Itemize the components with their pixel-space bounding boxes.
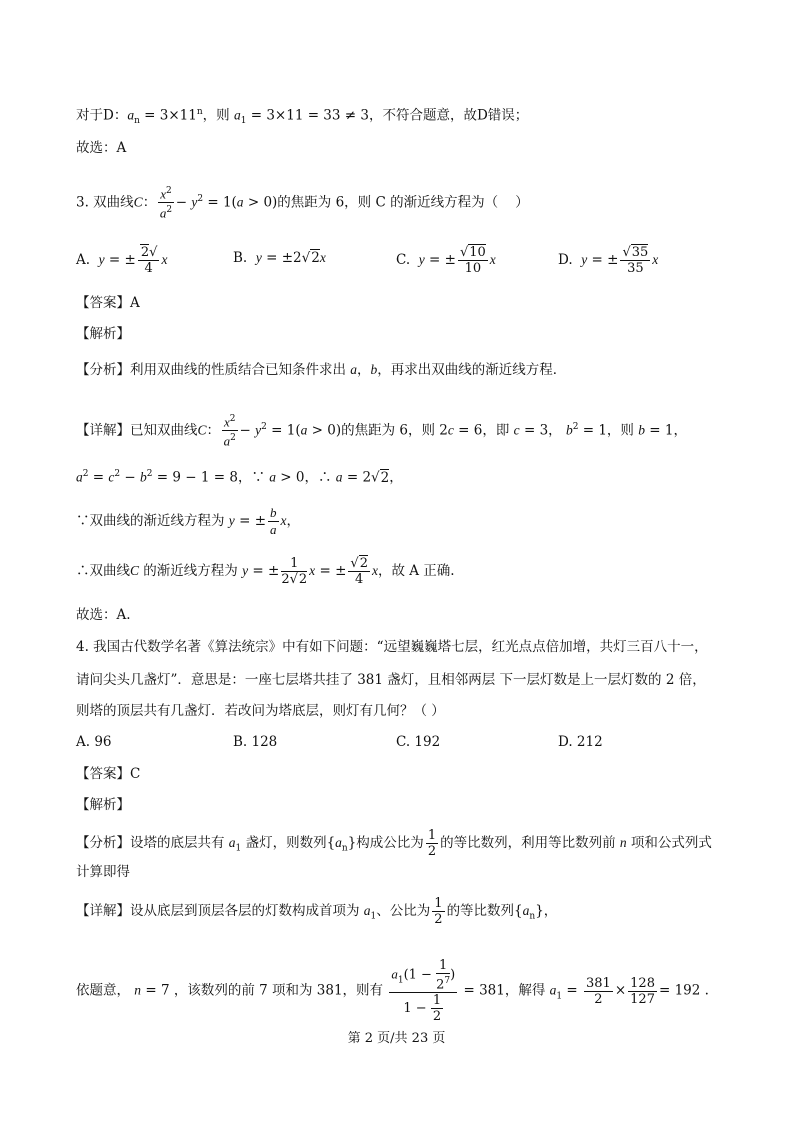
question-3: 3. 双曲线C： $\frac{x^2}{a^2}$ − $y^2 = 1(a > 0)$的焦距为 6，则 C 的渐近线方程为（ ）	[76, 186, 529, 221]
text-prefix: 对于D：	[76, 107, 128, 124]
q3-detail-3: ∵双曲线的渐近线方程为 y = ± $\frac{b}{a}$ x，	[76, 505, 301, 537]
question-4-line-3: 则塔的顶层共有几盏灯．若改问为塔底层，则灯有几何？（ ）	[76, 703, 445, 719]
q4-option-d[interactable]: D. 212	[558, 734, 603, 750]
q4-fenxi-2: 计算即得	[76, 864, 130, 880]
q4-analysis-heading: 【解析】	[76, 797, 130, 813]
q3-fenxi: 【分析】利用双曲线的性质结合已知条件求出 a，b，再求出双曲线的渐近线方程．	[76, 362, 567, 378]
q4-option-b[interactable]: B. 128	[233, 734, 278, 750]
q4-detail-2: 依题意， n = 7 ，该数列的前 7 项和为 381，则有 $a_1(1$ − $\frac{1}{2^7}$ ) 1 − $\frac{1}{2}$ = 381，解得 $a_1$ = $\frac{381}{2}$ × $\frac{128}{127}$ = 192 .	[76, 958, 709, 1025]
q3-option-c[interactable]: C. y = ± $\frac{√10}{10}$ x	[396, 245, 496, 276]
q3-option-b[interactable]: B. y = ±2√2x	[233, 250, 326, 266]
q4-option-a[interactable]: A. 96	[76, 734, 112, 750]
q3-analysis-heading: 【解析】	[76, 326, 130, 342]
q4-fenxi-1: 【分析】设塔的底层共有 $a_1$ 盏灯，则数列$\{a_n\}$构成公比为 $\frac{1}{2}$ 的等比数列，利用等比数列前 n 项和公式列式	[76, 828, 712, 859]
q3-choose: 故选：A.	[76, 607, 131, 623]
question-4-line-2: 请问尖头几盏灯”．意思是：一座七层塔共挂了 381 盏灯，且相邻两层 下一层灯数是上一层灯数的 2 倍，	[76, 672, 706, 688]
previous-answer: 故选：A	[76, 140, 127, 156]
q3-detail-2: $a^2 = c^2 - b^2 = 9 - 1 = 8$，∵ a > 0，∴ a = 2√2，	[76, 469, 403, 486]
q4-option-c[interactable]: C. 192	[396, 734, 441, 750]
q3-option-d[interactable]: D. y = ± $\frac{√35}{35}$ x	[558, 245, 659, 276]
q4-answer: 【答案】C	[76, 766, 141, 782]
q4-detail-1: 【详解】设从底层到顶层各层的灯数构成首项为 $a_1$、公比为 $\frac{1}{2}$ 的等比数列$\{a_n\}$，	[76, 896, 558, 927]
q3-detail-1: 【详解】已知双曲线C： $\frac{x^2}{a^2}$ − $y^2 = 1(a > 0)$的焦距为 6，则 2c = 6，即 c = 3， $b^2 = 1$，则 b = 1，	[76, 414, 687, 449]
q3-option-a[interactable]: A. y = ± $\frac{2√}{4}$ x	[76, 245, 168, 276]
question-4-line-1: 4. 我国古代数学名著《算法统宗》中有如下问题：“远望巍巍塔七层，红光点点倍加增，共灯三百八十一，	[76, 639, 708, 655]
page-footer: 第 2 页/共 23 页	[347, 1031, 446, 1046]
d-option-evaluation: 对于D：$a_n = 3\times 11^n$，则 $a_1 = 3\times 11 = 33 \ne 3$，不符合题意，故D错误；	[76, 107, 529, 127]
q3-detail-4: ∴双曲线C 的渐近线方程为 y = ± $\frac{1}{2√2}$ x = ± $\frac{√2}{4}$ x，故 A 正确.	[76, 556, 455, 587]
q3-answer: 【答案】A	[76, 295, 140, 311]
